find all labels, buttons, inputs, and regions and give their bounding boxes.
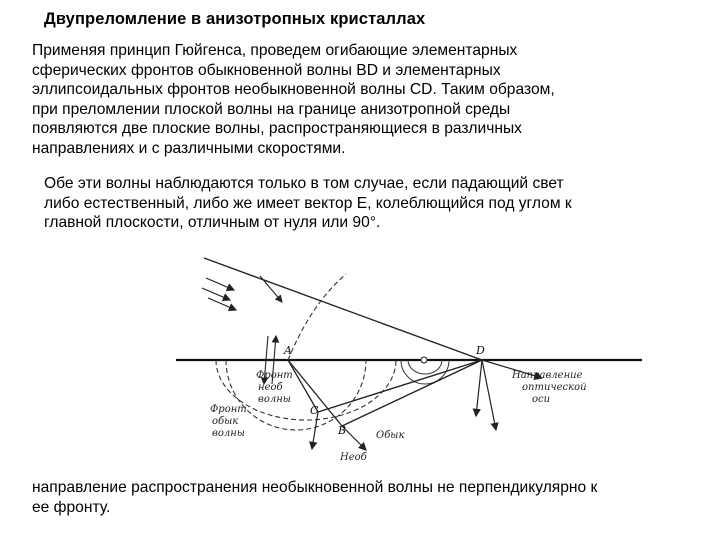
text-line: направление распространения необыкновенной волны не перпендикулярно к (32, 479, 598, 496)
paragraph-huygens (32, 41, 692, 159)
incident-ray (260, 276, 282, 302)
ray-neob-out (312, 412, 318, 449)
incident-ray (208, 298, 236, 310)
incident-ray (202, 288, 230, 300)
text-line: направлениях и с различными скоростями. (32, 139, 346, 157)
label-optical-axis: оптической (522, 382, 587, 393)
label-ray-neob: Необ (340, 452, 367, 463)
text-line: эллипсоидальных фронтов необыкновенной волны CD. Таким образом, (32, 81, 555, 99)
text-line: при преломлении плоской волны на границе анизотропной среды (32, 100, 511, 118)
label-front-neob: необ (258, 382, 283, 393)
point-label: D (476, 344, 485, 357)
text-line: Обе эти волны наблюдаются только в том случае, если падающий свет (44, 175, 564, 192)
label-front-neob: Фронт (256, 370, 293, 381)
upper-dashed-arc (288, 274, 346, 360)
point-label: A (284, 344, 292, 357)
paragraph-observation (44, 174, 694, 233)
ray-D-down (482, 360, 496, 430)
label-front-obyk: волны (212, 428, 245, 439)
label-front-obyk: обык (212, 416, 239, 427)
text-line: главной плоскости, отличным от нуля или 90°. (44, 214, 381, 232)
text-line: либо естественный, либо же имеет вектор E, колеблющийся под углом к (44, 194, 572, 212)
label-optical-axis: оси (532, 394, 551, 405)
incident-ray (206, 278, 234, 290)
label-ray-obyk: Обык (376, 430, 405, 441)
point-label: C (310, 404, 319, 417)
ordinary-front-BD (342, 360, 482, 426)
point-marker (421, 357, 427, 363)
diagram-svg (176, 244, 642, 470)
label-front-obyk: Фронт (210, 404, 247, 415)
incident-front-line (204, 258, 482, 360)
text-line: сферических фронтов обыкновенной волны BD и элементарных (32, 61, 501, 79)
slide-title: Двупреломление в анизотропных кристаллах (44, 10, 426, 28)
ray-D-down (476, 360, 482, 416)
extraordinary-front-CD (318, 360, 482, 412)
paragraph-conclusion (32, 478, 712, 518)
label-optical-axis: Направление (512, 370, 583, 381)
text-line: Применяя принцип Гюйгенса, проведем огибающие элементарных (32, 42, 518, 59)
text-line: появляются две плоские волны, распространяющиеся в различных (32, 120, 522, 138)
label-front-neob: волны (258, 394, 291, 405)
text-line: ее фронту. (32, 499, 111, 516)
point-label: B (338, 424, 347, 437)
birefringence-diagram (176, 244, 642, 470)
